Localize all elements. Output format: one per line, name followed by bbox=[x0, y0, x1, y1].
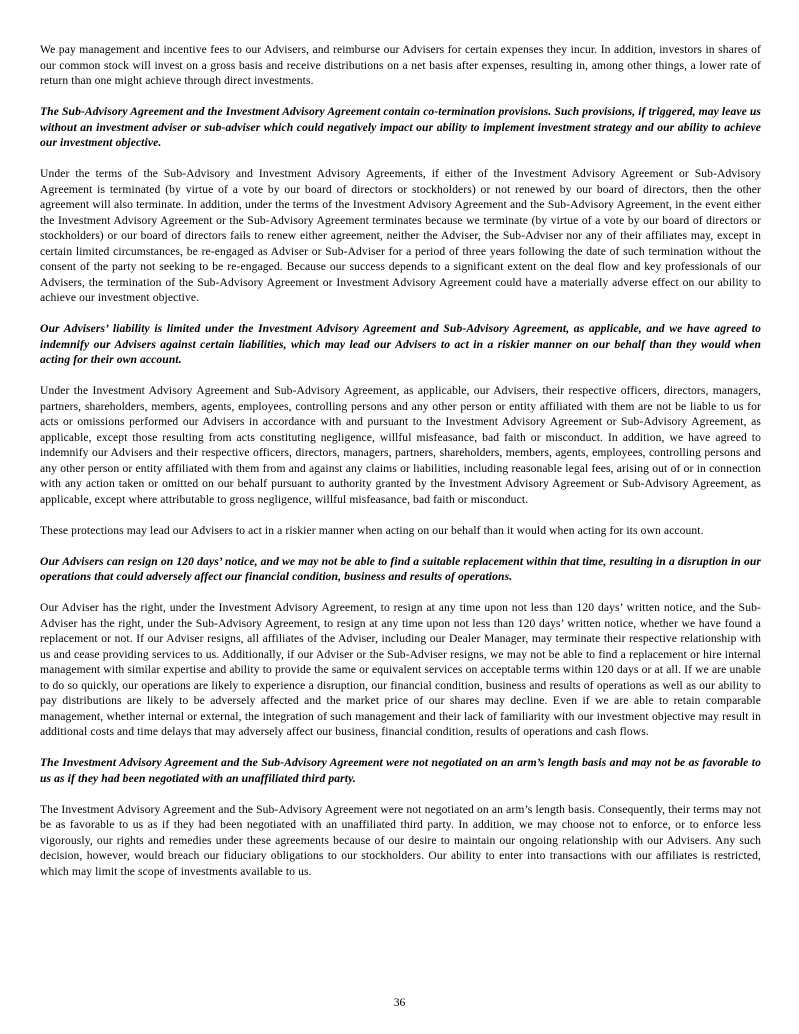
page-number: 36 bbox=[393, 996, 406, 1009]
risk-heading-resignation: Our Advisers can resign on 120 days’ notice, and we may not be able to find a suitable replacement within that time, resulting in a disruption in our operations that could adversely affect our financial condition, business and results of operations. bbox=[40, 554, 761, 583]
paragraph-protections-note: These protections may lead our Advisers to act in a riskier manner when acting on our behalf than it would when acting for its own account. bbox=[40, 523, 704, 537]
risk-heading-liability-limited: Our Advisers’ liability is limited under the Investment Advisory Agreement and Sub-Advisory Agreement, as applicable, and we have agreed to indemnify our Advisers against certain liabilities, which may lead our Advisers to act in a riskier manner on our behalf than they would when acting for their own account. bbox=[40, 322, 761, 366]
paragraph-indemnification-detail: Under the Investment Advisory Agreement and Sub-Advisory Agreement, as applicable, our Advisers, their respective officers, directors, managers, partners, shareholders, members, agents, employees, controlling persons and any other person or entity affiliated with them are not be liable to us for acts or omissions performed our Advisers in accordance with and pursuant to the Investment Advisory Agreement or Sub-Advisory Agreement, as applicable, except those resulting from acts constituting negligence, willful misfeasance, bad faith or misconduct. In addition, we have agreed to indemnify our Advisers and their respective officers, directors, managers, partners, shareholders, members, agents, employees, controlling persons and any other person or entity affiliated with them from and against any claims or liabilities, including reasonable legal fees, arising out of or in connection with any action taken or omitted on our behalf pursuant to authority granted by the Investment Advisory Agreement or Sub-Advisory Agreement, as applicable, except where attributable to gross negligence, willful misfeasance, bad faith or misconduct. bbox=[40, 384, 761, 506]
paragraph-resignation-detail: Our Adviser has the right, under the Investment Advisory Agreement, to resign at any time upon not less than 120 days’ written notice, and the Sub-Adviser has the right, under the Sub-Advisory Agreement, to resign at any time upon not less than 120 days’ written notice, whether we have found a replacement or not. If our Adviser resigns, all affiliates of the Adviser, including our Dealer Manager, may terminate their respective relationship with us and cease providing services to us. Additionally, if our Adviser or the Sub-Adviser resigns, we may not be able to find a replacement or hire internal management with similar expertise and ability to provide the same or equivalent services on acceptable terms within 120 days or at all. If we are unable to do so quickly, our operations are likely to experience a disruption, our financial condition, business and results of operations as well as our ability to pay distributions are likely to be adversely affected and the market price of our shares may decline. Even if we are able to retain comparable management, whether internal or external, the integration of such management and their lack of familiarity with our investment objective may result in additional costs and time delays that may adversely affect our business, financial condition, results of operations and cash flows. bbox=[40, 601, 761, 738]
risk-heading-co-termination: The Sub-Advisory Agreement and the Investment Advisory Agreement contain co-termination provisions. Such provisions, if triggered, may leave us without an investment adviser or sub-adviser which could negatively impact our ability to implement investment strategy and our ability to achieve our investment objective. bbox=[40, 105, 761, 149]
paragraph-arms-length-detail: The Investment Advisory Agreement and the Sub-Advisory Agreement were not negotiated on an arm’s length basis. Consequently, their terms may not be as favorable to us as if they had been negotiated with an unaffiliated third party. In addition, we may choose not to enforce, or to enforce less vigorously, our rights and remedies under these agreements because of our desire to maintain our ongoing relationship with our Advisers. Any such decision, however, would breach our fiduciary obligations to our stockholders. Our ability to enter into transactions with our affiliates is restricted, which may limit the scope of investments available to us. bbox=[40, 802, 761, 878]
paragraph-co-termination-detail: Under the terms of the Sub-Advisory and Investment Advisory Agreements, if either of the Investment Advisory Agreement or Sub-Advisory Agreement is terminated (by virtue of a vote by our board of directors or stockholders) or not renewed by our board of directors, then the other agreement will also terminate. In addition, under the terms of the Investment Advisory Agreement and the Sub-Advisory Agreement, in the event either the Investment Advisory Agreement or the Sub-Advisory Agreement terminates because we terminate (by virtue of a vote by our board of directors or stockholders) or our board of directors fails to renew either agreement, neither the Adviser, the Sub-Adviser nor any of their affiliates may, except in certain limited circumstances, be re-engaged as Adviser or Sub-Adviser for a period of three years following the date of such termination without the consent of the party not seeking to be re-engaged. Because our success depends to a significant extent on the deal flow and key professionals of our Advisers, the termination of the Sub-Advisory Agreement or Investment Advisory Agreement could have a materially adverse effect on our ability to achieve our investment objective. bbox=[40, 167, 761, 304]
paragraph-fees-disclosure: We pay management and incentive fees to our Advisers, and reimburse our Advisers for certain expenses they incur. In addition, investors in shares of our common stock will invest on a gross basis and receive distributions on a net basis after expenses, resulting in, among other things, a lower rate of return than one might achieve through direct investments. bbox=[40, 43, 761, 87]
risk-heading-arms-length: The Investment Advisory Agreement and the Sub-Advisory Agreement were not negotiated on an arm’s length basis and may not be as favorable to us as if they had been negotiated with an unaffiliated third party. bbox=[40, 756, 761, 785]
